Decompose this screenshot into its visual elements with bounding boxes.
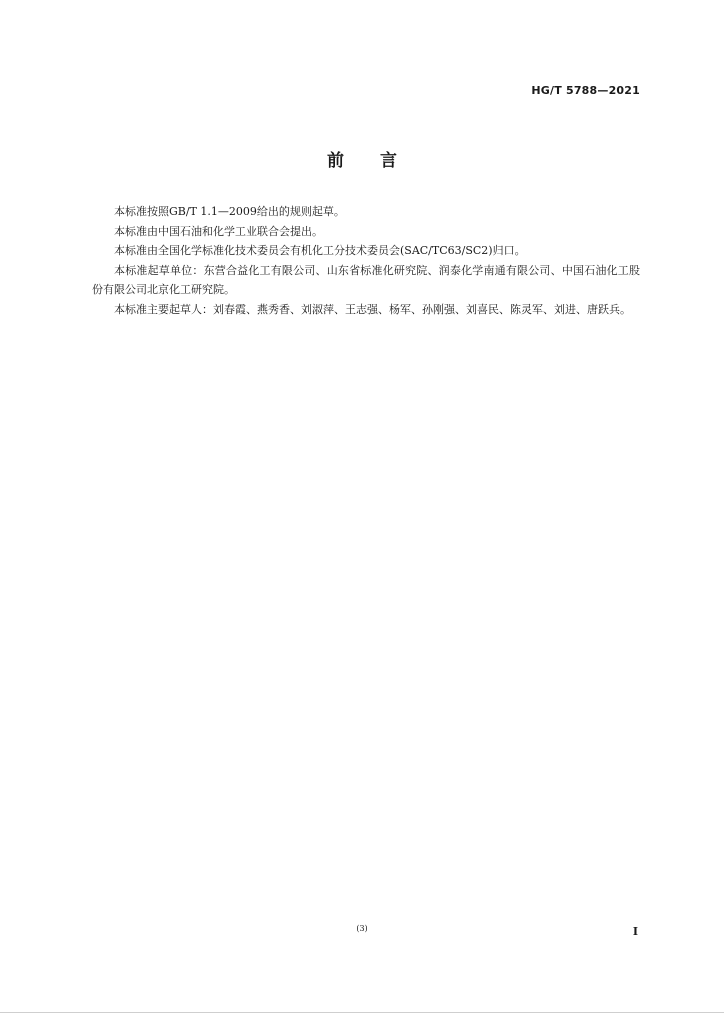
standard-code: HG/T 5788—2021 — [531, 84, 640, 97]
paragraph-drafters: 本标准主要起草人：刘春霞、燕秀香、刘淑萍、王志强、杨军、孙刚强、刘喜民、陈灵军、刘进、唐跃兵。 — [114, 302, 631, 316]
foreword-body — [92, 202, 640, 319]
page-title: 前言 — [327, 151, 433, 171]
paragraph-drafting-units: 本标准起草单位：东营合益化工有限公司、山东省标准化研究院、润泰化学南通有限公司、中国石油化工股份有限公司北京化工研究院。 — [92, 263, 640, 296]
page-number: I — [632, 925, 638, 938]
footer-code: (3) — [356, 924, 368, 933]
paragraph-drafting-rules: 本标准按照GB/T 1.1—2009给出的规则起草。 — [114, 205, 345, 218]
paragraph-technical-committee: 本标准由全国化学标准化技术委员会有机化工分技术委员会(SAC/TC63/SC2)归口。 — [114, 244, 526, 257]
bottom-rule — [0, 1012, 724, 1013]
paragraph-proposer: 本标准由中国石油和化学工业联合会提出。 — [114, 224, 323, 238]
